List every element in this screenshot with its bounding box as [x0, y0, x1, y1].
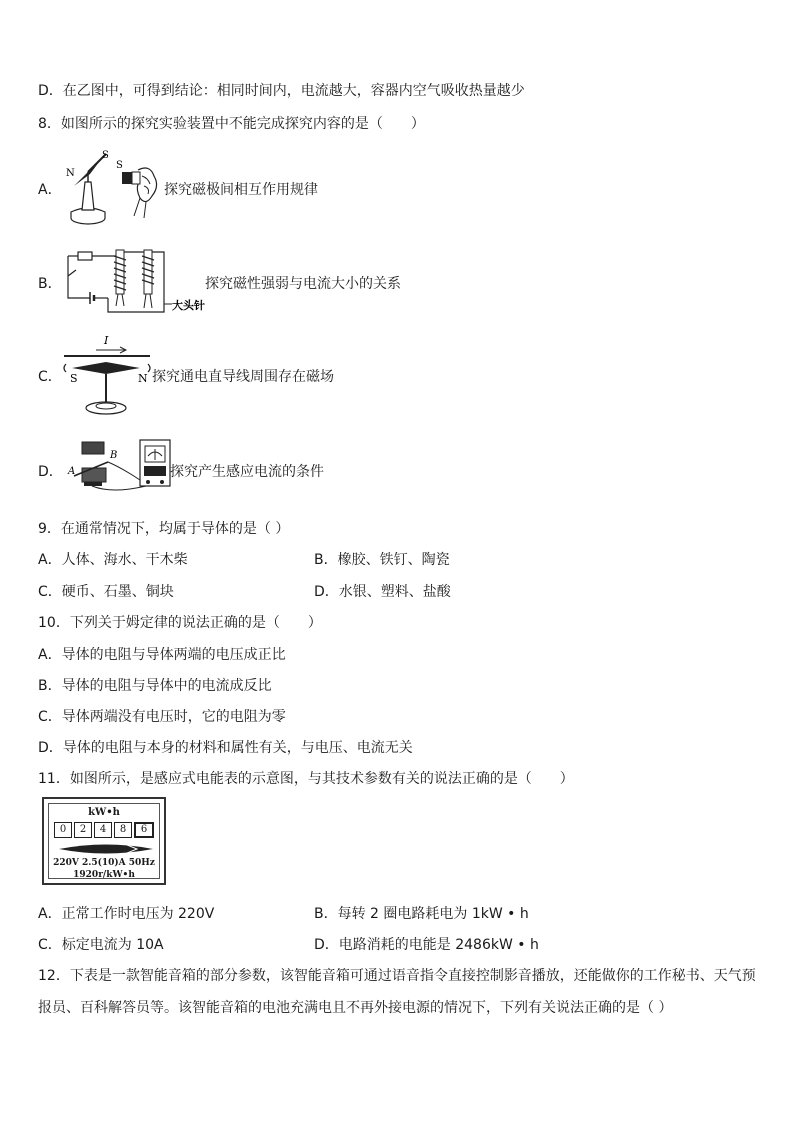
q9-option-d: D．水银、塑料、盐酸 — [314, 584, 451, 600]
q10-option-d: D．导体的电阻与本身的材料和属性有关，与电压、电流无关 — [38, 740, 413, 756]
label-s-magnet: S — [116, 160, 123, 171]
meter-digit: 2 — [74, 822, 92, 838]
q12-stem-line-2: 报员、百科解答员等。该智能音箱的电池充满电且不再外接电源的情况下，下列有关说法正确的是（ ） — [38, 1000, 673, 1016]
q9-stem: 9．在通常情况下，均属于导体的是（ ） — [38, 521, 290, 537]
meter-spec-line-2: 1920r/kW•h — [73, 870, 135, 880]
meter-digit: 4 — [94, 822, 112, 838]
meter-digit: 8 — [114, 822, 132, 838]
meter-unit: kW•h — [88, 807, 120, 818]
q11-option-d: D．电路消耗的电能是 2486kW • h — [314, 937, 539, 953]
q8-stem: 8．如图所示的探究实验装置中不能完成探究内容的是（ ） — [38, 116, 425, 132]
q8-option-c-text: 探究通电直导线周围存在磁场 — [152, 369, 334, 385]
q8-option-a-text: 探究磁极间相互作用规律 — [164, 182, 318, 198]
q10-option-b: B．导体的电阻与导体中的电流成反比 — [38, 678, 272, 694]
label-s: S — [70, 372, 78, 385]
q8-figure-d-induction — [62, 436, 174, 496]
q8-option-d-label: D． — [38, 464, 63, 480]
q7-option-d: D．在乙图中，可得到结论：相同时间内，电流越大，容器内空气吸收热量越少 — [38, 83, 525, 99]
label-current: I — [104, 334, 109, 347]
q10-stem: 10．下列关于姆定律的说法正确的是（ ） — [38, 615, 322, 631]
label-n: N — [66, 168, 75, 179]
label-a: A — [68, 466, 76, 477]
q8-figure-a-magnets — [66, 146, 166, 232]
label-b: B — [110, 450, 118, 461]
q11-option-a: A．正常工作时电压为 220V — [38, 906, 215, 922]
label-pin: 大头针 — [172, 299, 205, 312]
label-n-compass: N — [138, 372, 148, 385]
q9-option-a: A．人体、海水、干木柴 — [38, 552, 188, 568]
q11-option-c: C．标定电流为 10A — [38, 937, 164, 953]
meter-digits — [54, 822, 156, 838]
meter-rotating-disc — [57, 842, 155, 856]
q8-option-c-label: C． — [38, 369, 62, 385]
q11-stem: 11．如图所示，是感应式电能表的示意图，与其技术参数有关的说法正确的是（ ） — [38, 771, 574, 787]
electric-meter-figure — [42, 797, 166, 885]
q8-figure-b-electromagnets — [60, 246, 210, 316]
q8-option-a-label: A． — [38, 182, 62, 198]
q12-stem-line-1: 12．下表是一款智能音箱的部分参数，该智能音箱可通过语音指令直接控制影音播放，还能做你的工作秘书、天气预 — [38, 968, 756, 984]
q8-option-d-text: 探究产生感应电流的条件 — [170, 464, 324, 480]
q9-option-b: B．橡胶、铁钉、陶瓷 — [314, 552, 450, 568]
q8-figure-c-straight-wire — [62, 334, 154, 420]
q10-option-c: C．导体两端没有电压时，它的电阻为零 — [38, 709, 286, 725]
q9-option-c: C．硬币、石墨、铜块 — [38, 584, 174, 600]
q10-option-a: A．导体的电阻与导体两端的电压成正比 — [38, 647, 286, 663]
q11-option-b: B．每转 2 圈电路耗电为 1kW • h — [314, 906, 529, 922]
meter-spec-line-1: 220V 2.5(10)A 50Hz — [53, 858, 155, 868]
meter-digit-decimal: 6 — [134, 822, 154, 838]
label-s-needle: S — [102, 150, 109, 161]
q8-option-b-text: 探究磁性强弱与电流大小的关系 — [205, 276, 401, 292]
meter-digit: 0 — [54, 822, 72, 838]
q8-option-b-label: B． — [38, 276, 62, 292]
